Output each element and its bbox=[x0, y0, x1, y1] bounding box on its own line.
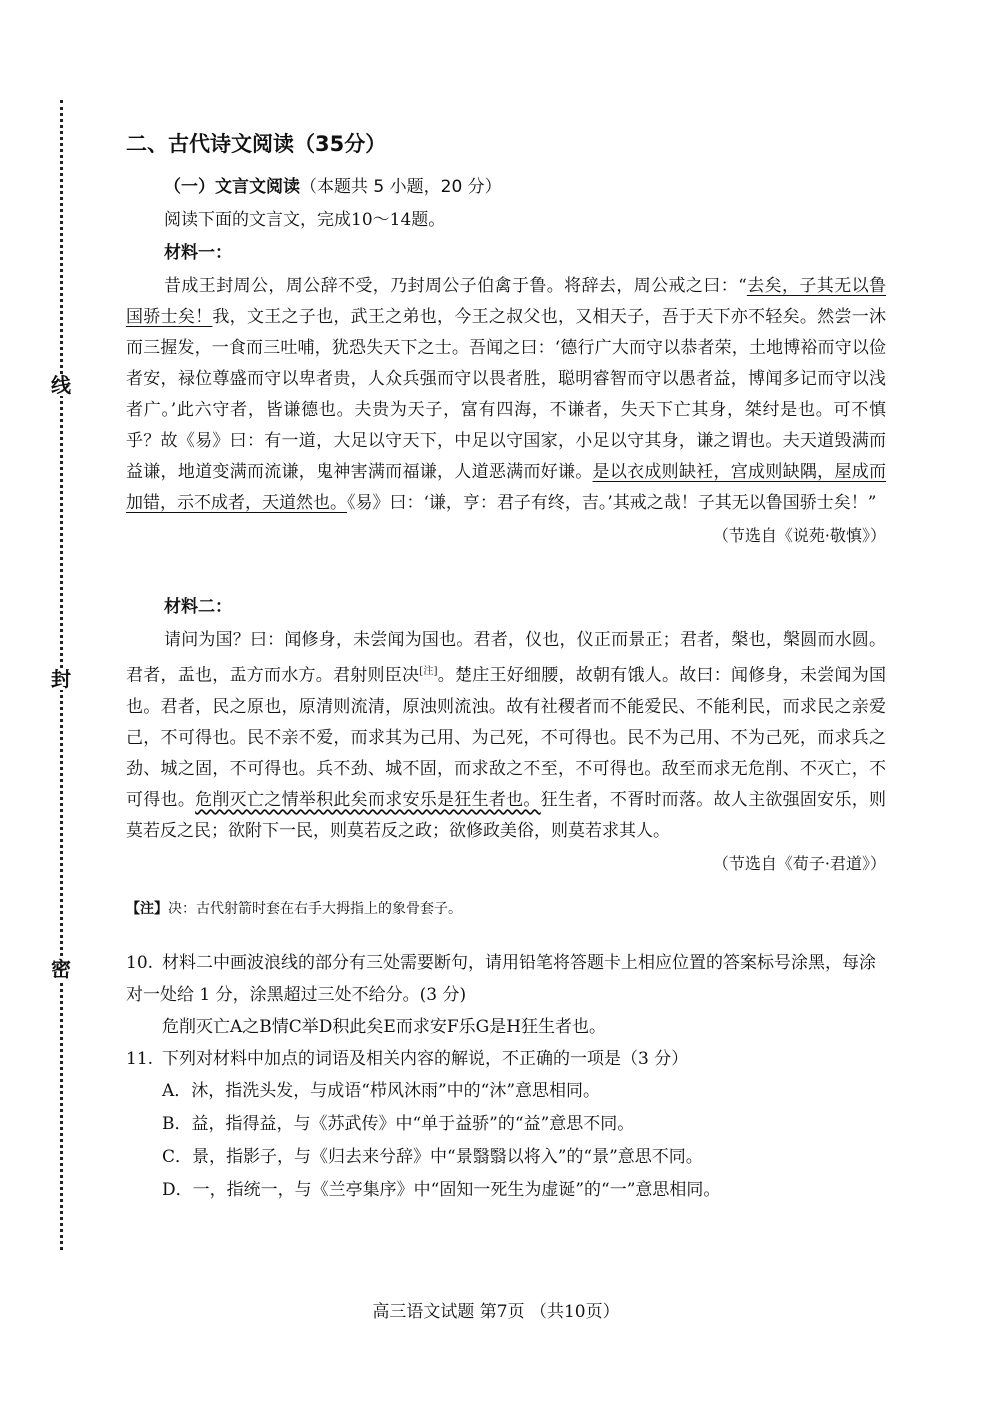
binding-char-feng: 封 bbox=[51, 667, 71, 691]
page-footer: 高三语文试题 第7页 （共10页） bbox=[372, 1302, 620, 1322]
material1-part3: 《易》曰：‘谦，亨：君子有终，吉。’其戒之哉！子其无以鲁国骄士矣！” bbox=[347, 493, 877, 513]
footnote bbox=[126, 897, 886, 921]
material2-part2: 。楚庄王好细腰，故朝有饿人。故曰：闻修身，未尝闻为国也。君者，民之原也，原清则流清，原浊则流浊。故有社稷者而不能爱民、不能利民，而求民之亲爱己，不可得也。民不亲不爱，而求其为己用、为己死，不可得也。民不为己用、不为己死，而求兵之劲、城之固，不可得也。兵不劲、城不固，而求敌之不至，不可得也。敌至而求无危削、不灭亡，不可得也。 bbox=[126, 665, 887, 810]
q11-number: 11. bbox=[126, 1048, 154, 1069]
footnote-text: 决：古代射箭时套在右手大拇指上的象骨套子。 bbox=[168, 900, 462, 917]
material1-part1: 昔成王封周公，周公辞不受，乃封周公子伯禽于鲁。将辞去，周公戒之曰：“ bbox=[164, 276, 747, 296]
material1-underline2: 是以衣成则缺衽，宫成则缺隅，屋成而加错，示不成者，天道然也。 bbox=[126, 462, 887, 513]
q11-option-b: B．益，指得益，与《苏武传》中“单于益骄”的“益”意思不同。 bbox=[162, 1113, 635, 1134]
footnote-label: 【注】 bbox=[126, 900, 168, 917]
material2-part3: 狂生者，不胥时而落。故人主欲强固安乐，则莫若反之民；欲附下一民，则莫若反之政；欲修政美俗，则莫若求其人。 bbox=[126, 789, 887, 841]
q11-option-a: A．沐，指洗头发，与成语“栉风沐雨”中的“沐”意思相同。 bbox=[162, 1080, 601, 1101]
material1-part2: 我，文王之子也，武王之弟也，今王之叔父也，又相天子，吾于天下亦不轻矣。然尝一沐而三握发，一食而三吐哺，犹恐失天下之士。吾闻之曰：‘德行广大而守以恭者荣，土地博裕而守以俭者安，禄位尊盛而守以卑者贵，人众兵强而守以畏者胜，聪明睿智而守以愚者益，博闻多记而守以浅者广。’此六守者，皆谦德也。夫贵为天子，富有四海，不谦者，失天下亡其身，桀纣是也。可不慎乎？故《易》曰：有一道，大足以守天下，中足以守国家，小足以守其身，谦之谓也。夫天道毁满而益谦，地道变满而流谦，鬼神害满而福谦，人道恶满而好谦。 bbox=[126, 307, 887, 482]
material2-wavy-underline: 危削灭亡之情举积此矣而求安乐是狂生者也。 bbox=[195, 789, 541, 810]
material2-part1: 请问为国？曰：闻修身，未尝闻为国也。君者，仪也，仪正而景正；君者，槃也，槃圆而水圆。君者，盂也，盂方而水方。君射则臣决 bbox=[126, 630, 886, 686]
material2-text bbox=[126, 625, 886, 847]
material1-source: （节选自《说苑·敬慎》） bbox=[712, 526, 886, 545]
q10-text: 材料二中画波浪线的部分有三处需要断句，请用铅笔将答题卡上相应位置的答案标号涂黑，每涂对一处给 1 分，涂黑超过三处不给分。(3 分) bbox=[126, 952, 876, 1005]
material2-source: （节选自《荀子·君道》） bbox=[712, 853, 886, 873]
q11-text: 下列对材料中加点的词语及相关内容的解说，不正确的一项是（3 分） bbox=[162, 1048, 689, 1069]
binding-char-mi: 密 bbox=[51, 957, 71, 981]
subsection-title bbox=[164, 172, 886, 197]
material1-text bbox=[126, 271, 886, 519]
question-10 bbox=[126, 947, 886, 1043]
section-title: 二、古代诗文阅读（35分） bbox=[126, 132, 387, 156]
instruction: 阅读下面的文言文，完成10～14题。 bbox=[164, 210, 446, 230]
binding-char-xian: 线 bbox=[51, 373, 71, 397]
subsection-name: （一）文言文阅读 bbox=[164, 177, 300, 197]
note-marker: [注] bbox=[419, 666, 438, 677]
material2-label: 材料二： bbox=[164, 597, 232, 617]
q10-number: 10. bbox=[126, 952, 154, 973]
material1-underline1: 去矣，子其无以鲁国骄士矣！ bbox=[126, 276, 886, 327]
exam-content bbox=[126, 128, 886, 1207]
subsection-desc: （本题共 5 小题，20 分） bbox=[300, 177, 502, 197]
material1-label: 材料一： bbox=[164, 243, 232, 263]
q11-option-c: C．景，指影子，与《归去来兮辞》中“景翳翳以将入”的“景”意思不同。 bbox=[162, 1146, 703, 1167]
q10-sentence: 危削灭亡A之B情C举D积此矣E而求安F乐G是H狂生者也。 bbox=[162, 1016, 607, 1037]
question-11 bbox=[126, 1043, 886, 1075]
q11-option-d: D．一，指统一，与《兰亭集序》中“固知一死生为虚诞”的“一”意思相同。 bbox=[162, 1179, 721, 1200]
